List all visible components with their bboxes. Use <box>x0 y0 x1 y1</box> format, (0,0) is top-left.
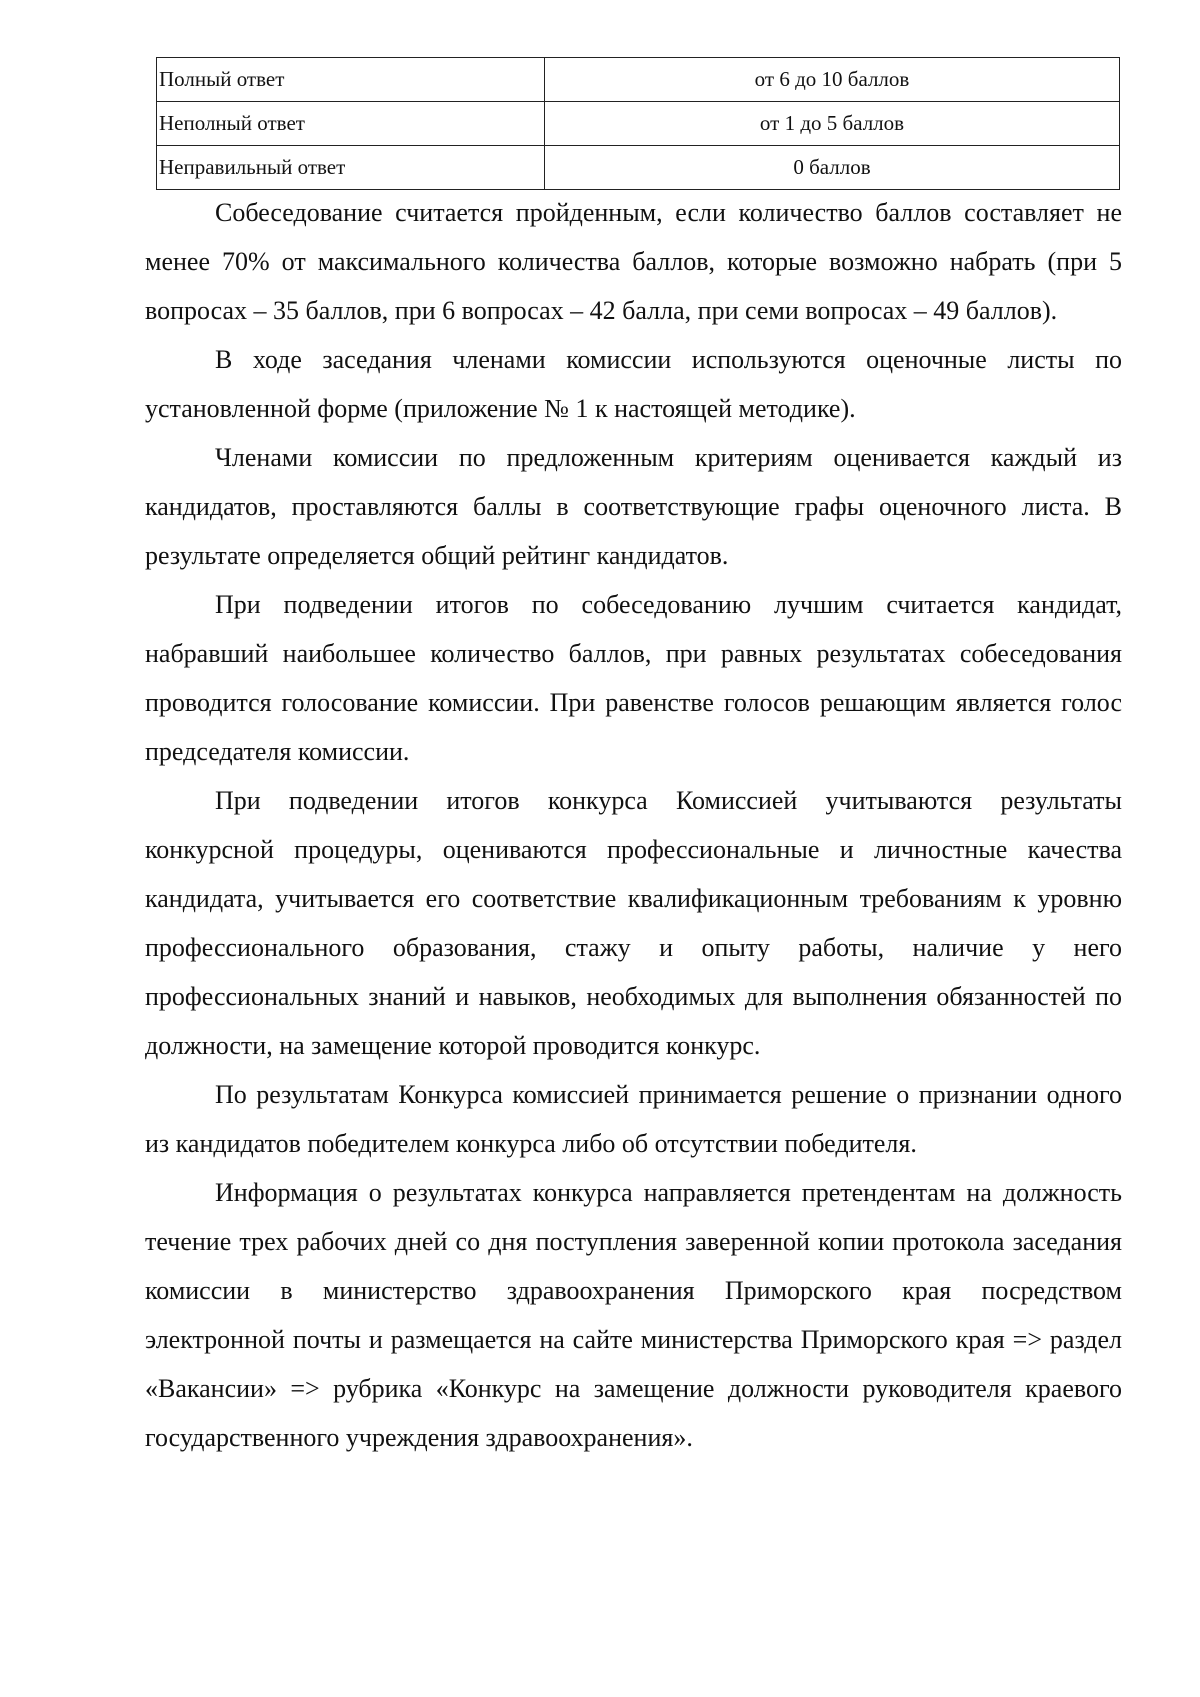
paragraph-interview-passing: Собеседование считается пройденным, если количество баллов составляет не менее 70% от максимального количества баллов, которые возможно набрать (при 5 вопросах – 35 баллов, при 6 вопросах – 42 балла, при семи вопросах – 49 баллов). <box>145 198 1122 325</box>
document-body <box>145 188 1122 1462</box>
table-row <box>157 146 1120 190</box>
paragraph-information: Информация о результатах конкурса направляется претендентам на должность течение трех рабочих дней со дня поступления заверенной копии протокола заседания комиссии в министерство здравоохранения Приморского края посредством электронной почты и размещается на сайте министерства Приморского края => раздел «Вакансии» => рубрика «Конкурс на замещение должности руководителя краевого государственного учреждения здравоохранения». <box>145 1178 1122 1452</box>
paragraph-evaluation-sheets: В ходе заседания членами комиссии используются оценочные листы по установленной форме (приложение № 1 к настоящей методике). <box>145 345 1122 423</box>
paragraph-candidate-scoring: Членами комиссии по предложенным критериям оценивается каждый из кандидатов, проставляются баллы в соответствующие графы оценочного листа. В результате определяется общий рейтинг кандидатов. <box>145 443 1122 570</box>
score-criteria-table <box>156 57 1120 190</box>
score-range-cell: от 1 до 5 баллов <box>545 102 1120 146</box>
answer-type-cell: Неполный ответ <box>157 102 545 146</box>
score-range-cell: от 6 до 10 баллов <box>545 58 1120 102</box>
paragraph-contest-results: При подведении итогов конкурса Комиссией учитываются результаты конкурсной процедуры, оцениваются профессиональные и личностные качества кандидата, учитывается его соответствие квалификационным требованиям к уровню профессионального образования, стажу и опыту работы, наличие у него профессиональных знаний и навыков, необходимых для выполнения обязанностей по должности, на замещение которой проводится конкурс. <box>145 786 1122 1060</box>
table-row <box>157 102 1120 146</box>
paragraph-interview-results: При подведении итогов по собеседованию лучшим считается кандидат, набравший наибольшее количество баллов, при равных результатах собеседования проводится голосование комиссии. При равенстве голосов решающим является голос председателя комиссии. <box>145 590 1122 766</box>
answer-type-cell: Неправильный ответ <box>157 146 545 190</box>
paragraph-decision: По результатам Конкурса комиссией принимается решение о признании одного из кандидатов победителем конкурса либо об отсутствии победителя. <box>145 1080 1122 1158</box>
answer-type-cell: Полный ответ <box>157 58 545 102</box>
table-row <box>157 58 1120 102</box>
score-range-cell: 0 баллов <box>545 146 1120 190</box>
